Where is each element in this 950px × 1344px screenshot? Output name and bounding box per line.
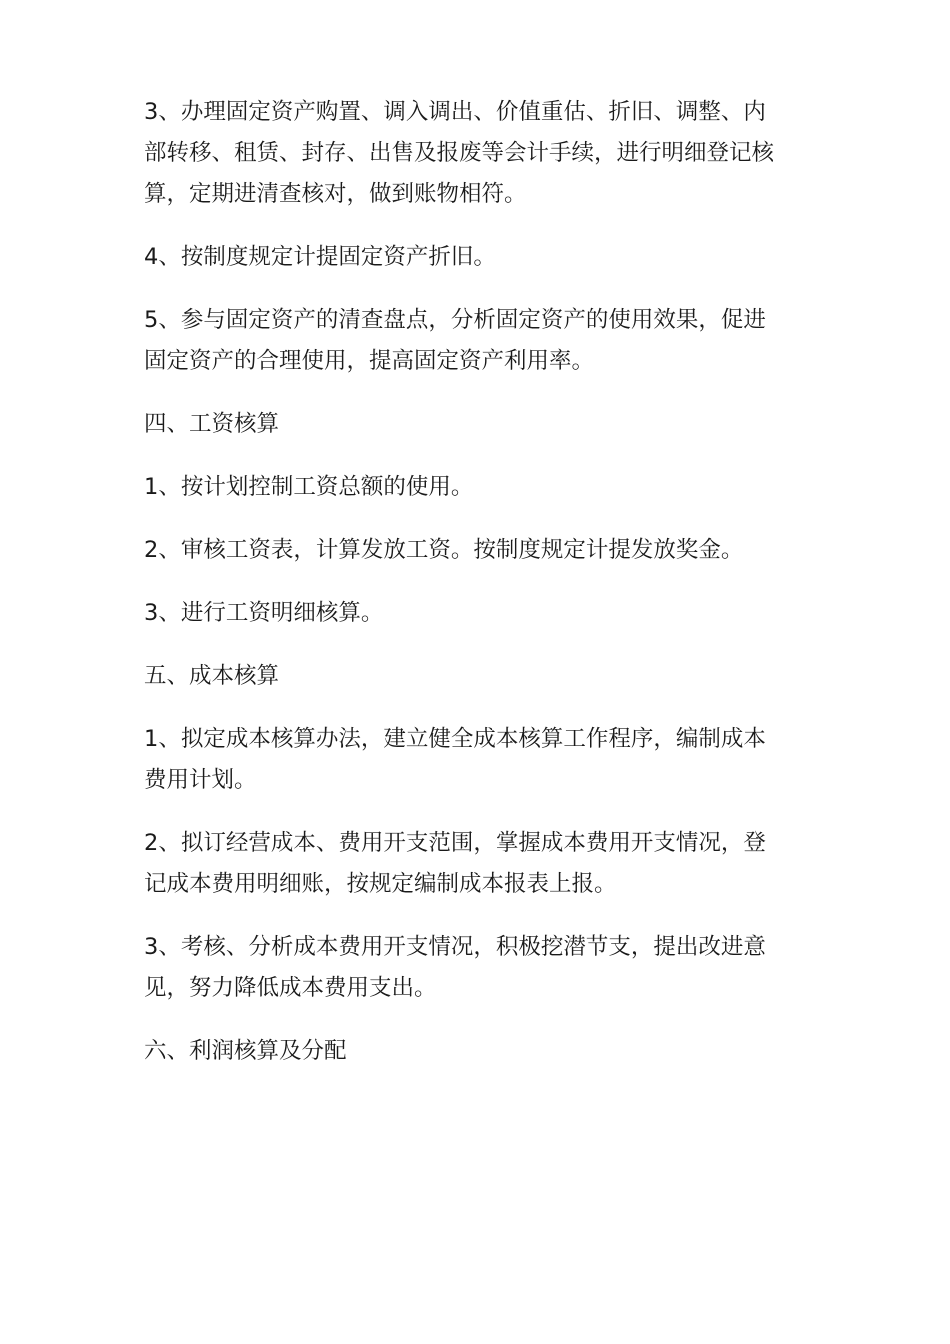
paragraph-asset-inventory: 5、参与固定资产的清查盘点，分析固定资产的使用效果，促进 固定资产的合理使用，提高固定资产利用率。 (144, 307, 766, 374)
paragraph-payroll-detail: 3、进行工资明细核算。 (144, 600, 384, 626)
paragraph-payroll-control: 1、按计划控制工资总额的使用。 (144, 474, 474, 500)
section-heading-payroll: 四、工资核算 (144, 411, 280, 437)
section-heading-profit: 六、利润核算及分配 (144, 1038, 347, 1064)
paragraph-depreciation: 4、按制度规定计提固定资产折旧。 (144, 244, 496, 270)
paragraph-fixed-asset-procedures: 3、办理固定资产购置、调入调出、价值重估、折旧、调整、内 部转移、租赁、封存、出售及报废等会计手续，进行明细登记核 算，定期进清查核对，做到账物相符。 (144, 99, 775, 207)
paragraph-cost-scope: 2、拟订经营成本、费用开支范围，掌握成本费用开支情况，登 记成本费用明细账，按规定编制成本报表上报。 (144, 830, 766, 897)
section-heading-cost-accounting: 五、成本核算 (144, 663, 280, 689)
paragraph-cost-analysis: 3、考核、分析成本费用开支情况，积极挖潜节支，提出改进意 见，努力降低成本费用支出。 (144, 934, 766, 1001)
paragraph-payroll-review: 2、审核工资表，计算发放工资。按制度规定计提发放奖金。 (144, 537, 744, 563)
document-body (144, 92, 824, 1094)
paragraph-cost-methods: 1、拟定成本核算办法，建立健全成本核算工作程序，编制成本 费用计划。 (144, 726, 766, 793)
